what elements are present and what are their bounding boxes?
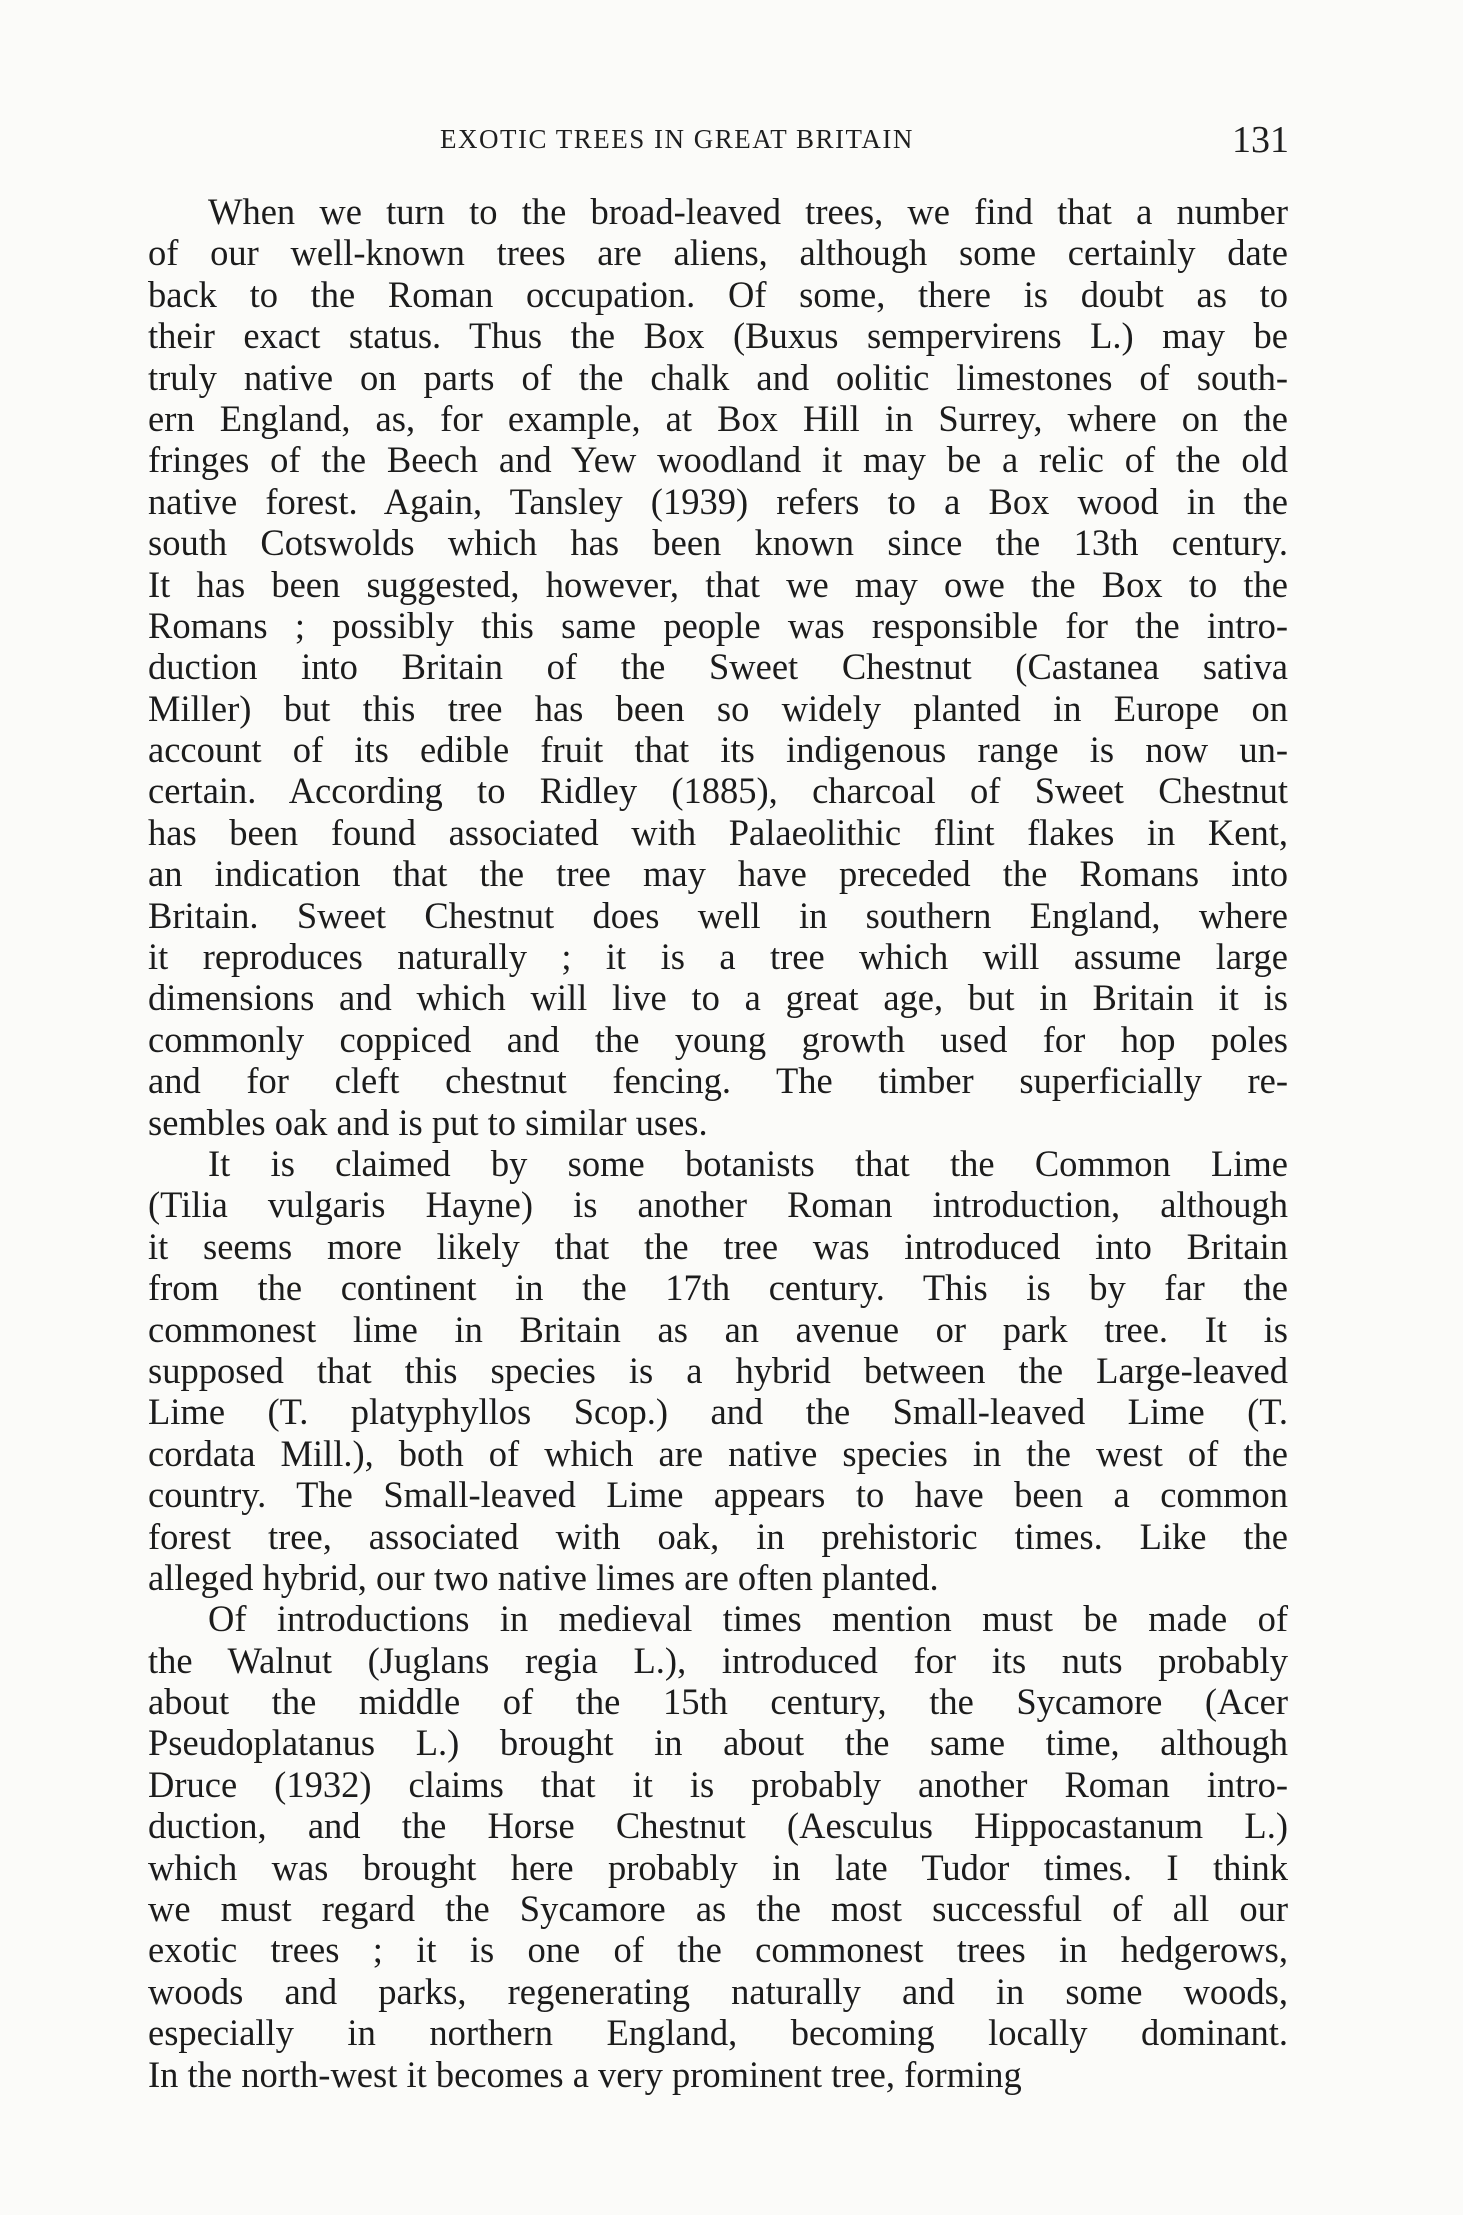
text-line: truly native on parts of the chalk and oolitic limestones of south- <box>148 356 1288 398</box>
text-line: (Tilia vulgaris Hayne) is another Roman introduction, although <box>148 1184 1288 1226</box>
text-line: supposed that this species is a hybrid between the Large-leaved <box>148 1349 1288 1391</box>
text-line: commonly coppiced and the young growth used for hop poles <box>148 1018 1288 1060</box>
text-line: account of its edible fruit that its indigenous range is now un- <box>148 729 1288 771</box>
text-line: dimensions and which will live to a great age, but in Britain it is <box>148 977 1288 1019</box>
text-line: especially in northern England, becoming locally dominant. <box>148 2012 1288 2054</box>
text-line: and for cleft chestnut fencing. The timber superficially re- <box>148 1060 1288 1102</box>
text-line: fringes of the Beech and Yew woodland it may be a relic of the old <box>148 439 1288 481</box>
text-line: Romans ; possibly this same people was responsible for the intro- <box>148 604 1288 646</box>
running-head-title: EXOTIC TREES IN GREAT BRITAIN <box>440 124 914 154</box>
text-line: the Walnut (Juglans regia L.), introduced for its nuts probably <box>148 1639 1288 1681</box>
text-line: from the continent in the 17th century. This is by far the <box>148 1267 1288 1309</box>
text-line: cordata Mill.), both of which are native species in the west of the <box>148 1432 1288 1474</box>
text-line: which was brought here probably in late Tudor times. I think <box>148 1846 1288 1888</box>
text-line: Miller) but this tree has been so widely planted in Europe on <box>148 687 1288 729</box>
text-line: their exact status. Thus the Box (Buxus sempervirens L.) may be <box>148 315 1288 357</box>
body-text <box>148 191 1288 2095</box>
text-line: Pseudoplatanus L.) brought in about the same time, although <box>148 1722 1288 1764</box>
text-line: of our well-known trees are aliens, although some certainly date <box>148 232 1288 274</box>
text-line: it reproduces naturally ; it is a tree which will assume large <box>148 936 1288 978</box>
text-line: back to the Roman occupation. Of some, there is doubt as to <box>148 273 1288 315</box>
text-line: It has been suggested, however, that we may owe the Box to the <box>148 563 1288 605</box>
text-line: In the north-west it becomes a very prominent tree, forming <box>148 2053 1022 2095</box>
text-line: duction into Britain of the Sweet Chestnut (Castanea sativa <box>148 646 1288 688</box>
text-line: sembles oak and is put to similar uses. <box>148 1101 708 1143</box>
text-line: we must regard the Sycamore as the most successful of all our <box>148 1888 1288 1930</box>
text-line: about the middle of the 15th century, the Sycamore (Acer <box>148 1681 1288 1723</box>
text-line: Lime (T. platyphyllos Scop.) and the Small-leaved Lime (T. <box>148 1391 1288 1433</box>
text-line: it seems more likely that the tree was introduced into Britain <box>148 1225 1288 1267</box>
text-line: When we turn to the broad-leaved trees, we find that a number <box>208 191 1288 232</box>
text-line: has been found associated with Palaeolithic flint flakes in Kent, <box>148 811 1288 853</box>
text-line: native forest. Again, Tansley (1939) refers to a Box wood in the <box>148 480 1288 522</box>
text-line: forest tree, associated with oak, in prehistoric times. Like the <box>148 1515 1288 1557</box>
text-line: alleged hybrid, our two native limes are often planted. <box>148 1556 939 1598</box>
text-line: an indication that the tree may have preceded the Romans into <box>148 853 1288 895</box>
text-line: Britain. Sweet Chestnut does well in southern England, where <box>148 894 1288 936</box>
text-line: woods and parks, regenerating naturally and in some woods, <box>148 1970 1288 2012</box>
page-number: 131 <box>1232 119 1289 161</box>
running-head <box>0 118 1463 164</box>
text-line: Of introductions in medieval times mention must be made of <box>208 1598 1288 1640</box>
text-line: certain. According to Ridley (1885), charcoal of Sweet Chestnut <box>148 770 1288 812</box>
text-line: commonest lime in Britain as an avenue or park tree. It is <box>148 1308 1288 1350</box>
text-line: country. The Small-leaved Lime appears to have been a common <box>148 1474 1288 1516</box>
text-line: duction, and the Horse Chestnut (Aesculus Hippocastanum L.) <box>148 1805 1288 1847</box>
text-line: It is claimed by some botanists that the Common Lime <box>208 1142 1288 1184</box>
text-line: Druce (1932) claims that it is probably another Roman intro- <box>148 1763 1288 1805</box>
text-line: exotic trees ; it is one of the commonest trees in hedgerows, <box>148 1929 1288 1971</box>
text-line: south Cotswolds which has been known since the 13th century. <box>148 522 1288 564</box>
text-line: ern England, as, for example, at Box Hill in Surrey, where on the <box>148 397 1288 439</box>
